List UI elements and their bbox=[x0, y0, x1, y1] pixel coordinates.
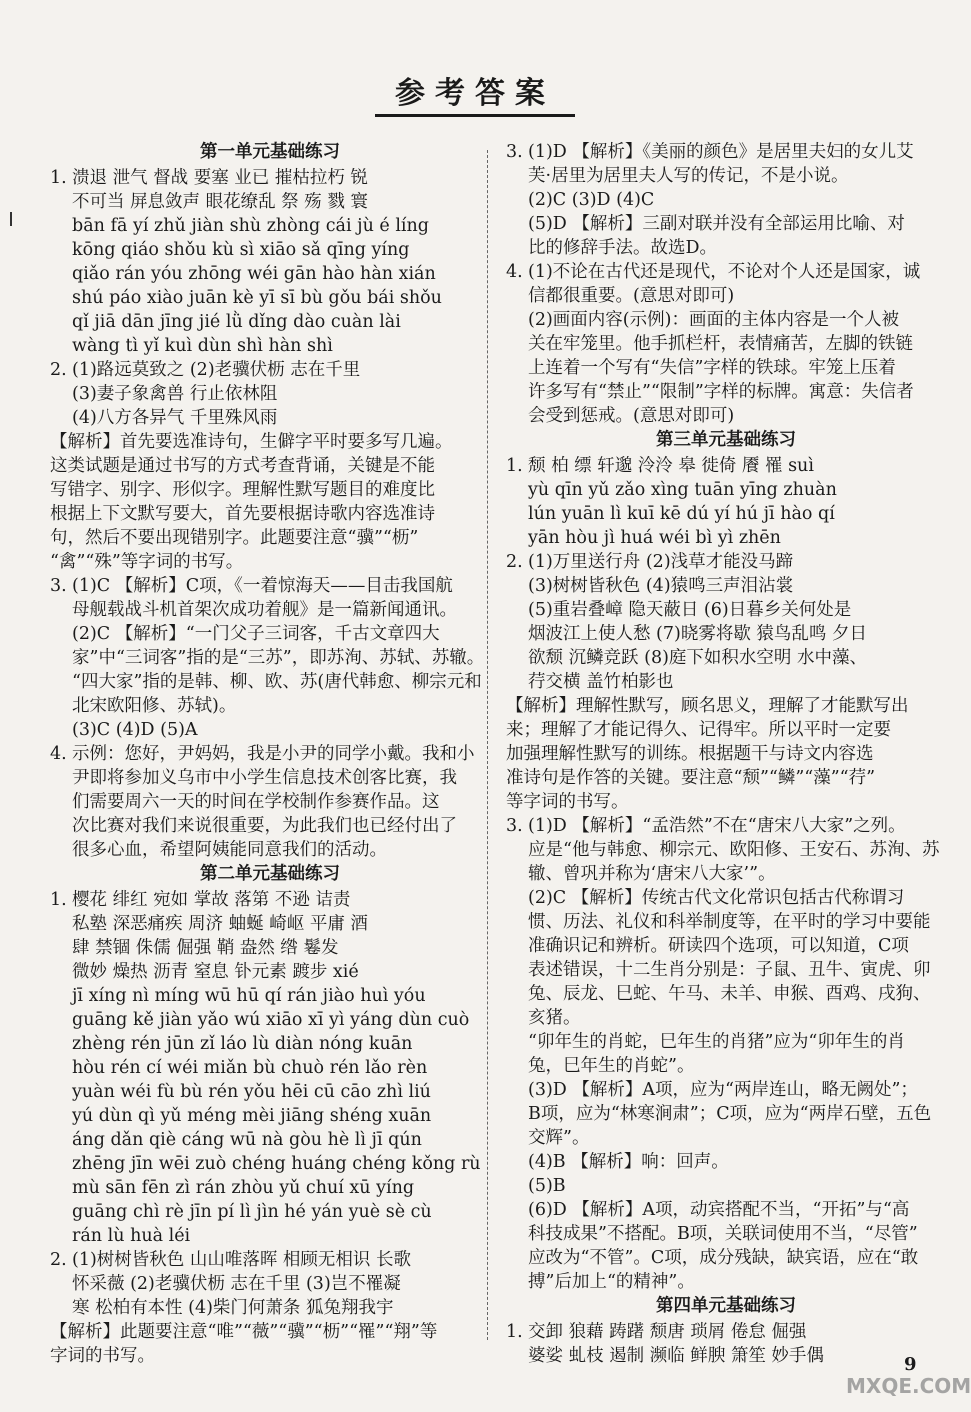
answer-line: (4)八方各异气 千里殊风雨 bbox=[72, 408, 278, 428]
answer-line: 搏”后加上“的精神”。 bbox=[528, 1272, 695, 1292]
answer-line: 应改为“不管”。C项，成分残缺，缺宾语，应在“敢 bbox=[528, 1248, 919, 1268]
answer-line: B项，应为“林寒涧肃”；C项，应为“两岸石壁，五色交辉”。 bbox=[528, 1104, 932, 1148]
answer-line: (1)D 【解析】“孟浩然”不在“唐宋八大家”之列。 bbox=[528, 816, 906, 836]
answer-line: lún yuān lì kuī kē dú yí hú jī hào qí bbox=[528, 504, 835, 524]
answer-line: (2)C 【解析】“一门父子三词客，千古文章四大 bbox=[72, 624, 440, 644]
item-number: 4. bbox=[506, 262, 523, 282]
margin-mark bbox=[10, 212, 12, 226]
item-number: 4. bbox=[50, 744, 67, 764]
answer-line: 北宋欧阳修、苏轼)。 bbox=[72, 696, 237, 716]
item-number: 2. bbox=[50, 360, 67, 380]
answer-line: (2)C (3)D (4)C bbox=[528, 190, 655, 210]
answer-line: áng dǎn qiè cáng wū nà gòu hè lì jī qún bbox=[72, 1130, 422, 1150]
answer-line: 肆 禁锢 侏儒 倔强 鞘 盎然 绺 鬈发 bbox=[72, 938, 339, 958]
answer-line: 烟波江上使人愁 (7)晓雾将歇 猿鸟乱鸣 夕日 bbox=[528, 624, 867, 644]
section-heading: 第一单元基础练习 bbox=[200, 142, 340, 162]
answer-line: yù qīn yǔ zǎo xìng tuān yīng zhuàn bbox=[528, 480, 837, 500]
watermark: MXQE.COM bbox=[846, 1374, 971, 1398]
analysis-line: 等字词的书写。 bbox=[506, 792, 629, 812]
analysis-line: 【解析】理解性默写，顾名思义，理解了才能默写出 bbox=[506, 696, 909, 716]
answer-line: (1)树树皆秋色 山山唯落晖 相顾无相识 长歌 bbox=[72, 1250, 411, 1270]
section-heading: 第四单元基础练习 bbox=[656, 1296, 796, 1316]
answer-line: 芙·居里为居里夫人写的传记，不是小说。 bbox=[528, 166, 849, 186]
answer-line: 樱花 绯红 宛如 掌故 落第 不逊 诘责 bbox=[72, 890, 351, 910]
answer-line: 们需要周六一天的时间在学校制作参赛作品。这 bbox=[72, 792, 440, 812]
answer-line: 比的修辞手法。故选D。 bbox=[528, 238, 718, 258]
analysis-line: 来；理解了才能记得久、记得牢。所以平时一定要 bbox=[506, 720, 891, 740]
item-number: 1. bbox=[50, 890, 67, 910]
answer-line: 家”中“三词客”指的是“三苏”，即苏洵、苏轼、苏辙。 bbox=[72, 648, 485, 668]
answer-line: 许多写有“禁止”“限制”字样的标牌。寓意：失信者 bbox=[528, 382, 914, 402]
answer-line: (3)妻子象禽兽 行止依林阻 bbox=[72, 384, 278, 404]
answer-line: (1)万里送行舟 (2)浅草才能没马蹄 bbox=[528, 552, 794, 572]
answer-line: (5)D 【解析】三副对联并没有全部运用比喻、对 bbox=[528, 214, 905, 234]
answer-item bbox=[50, 574, 490, 742]
answer-line: rán lù huà léi bbox=[72, 1226, 191, 1246]
analysis-line: 字词的书写。 bbox=[50, 1346, 155, 1366]
analysis-line: 根据上下文默写要大，首先要根据诗歌内容选准诗 bbox=[50, 504, 435, 524]
answer-line: “四大家”指的是韩、柳、欧、苏(唐代韩愈、柳宗元和 bbox=[72, 672, 482, 692]
answer-line: 表述错误，十二生肖分别是：子鼠、丑牛、寅虎、卯 bbox=[528, 960, 931, 980]
answer-line: guāng kě jiàn yǎo wú xiāo xī yì yáng dùn cuò bbox=[72, 1010, 470, 1030]
item-number: 1. bbox=[506, 1322, 523, 1342]
answer-line: 荇交横 盖竹柏影也 bbox=[528, 672, 674, 692]
analysis-line: 准诗句是作答的关键。要注意“颓”“鳞”“藻”“荇” bbox=[506, 768, 876, 788]
answer-line: 欲颓 沉鳞竞跃 (8)庭下如积水空明 水中藻、 bbox=[528, 648, 867, 668]
answer-line: hòu rén cí wéi miǎn bù chuò rén lǎo rèn bbox=[72, 1058, 428, 1078]
section-heading: 第三单元基础练习 bbox=[656, 430, 796, 450]
answer-line: (1)路远莫致之 (2)老骥伏枥 志在千里 bbox=[72, 360, 361, 380]
analysis-line: 加强理解性默写的训练。根据题干与诗文内容选 bbox=[506, 744, 874, 764]
answer-line: (3)C (4)D (5)A bbox=[72, 720, 198, 740]
answer-line: (1)D 【解析】《美丽的颜色》是居里夫妇的女儿艾 bbox=[528, 142, 914, 162]
answer-line: 婆娑 虬枝 遏制 濒临 鲜腴 箫笙 妙手偶 bbox=[528, 1346, 824, 1366]
answer-line: 很多心血，希望阿姨能同意我们的活动。 bbox=[72, 840, 387, 860]
answer-line: 微妙 燥热 沥青 窒息 钋元素 踱步 xié bbox=[72, 962, 359, 982]
answer-line: yān hòu jì huá wéi bì yì zhēn bbox=[528, 528, 781, 548]
item-number: 3. bbox=[506, 142, 523, 162]
answer-line: 信都很重要。(意思对即可) bbox=[528, 286, 735, 306]
answer-line: 准确识记和辨析。研读四个选项，可以知道，C项 bbox=[528, 936, 909, 956]
answer-line: shú páo xiào juān kè yī sī bù gǒu bái shǒu bbox=[72, 288, 442, 308]
answer-line: (1)C 【解析】C项，《一着惊海天——目击我国航 bbox=[72, 576, 453, 596]
answer-line: bān fā yí zhǔ jiàn shù zhòng cái jù é líng bbox=[72, 216, 429, 236]
answer-line: (5)B bbox=[528, 1176, 566, 1196]
answer-line: 寒 松柏有本性 (4)柴门何萧条 狐兔翔我宇 bbox=[72, 1298, 394, 1318]
answer-line: jī xíng nì míng wū hū qí rán jiào huì yóu bbox=[72, 986, 426, 1006]
answer-line: 科技成果”不搭配。B项，关联词使用不当，“尽管” bbox=[528, 1224, 918, 1244]
answer-line: 母舰载战斗机首架次成功着舰》是一篇新闻通讯。 bbox=[72, 600, 457, 620]
answer-item bbox=[506, 814, 946, 1294]
answer-line: (6)D 【解析】A项，动宾搭配不当，“开拓”与“高 bbox=[528, 1200, 910, 1220]
answer-line: 辙、曾巩并称为‘唐宋八大家’”。 bbox=[528, 864, 776, 884]
answer-line: (3)树树皆秋色 (4)猿鸣三声泪沾裳 bbox=[528, 576, 794, 596]
item-number: 3. bbox=[506, 816, 523, 836]
answer-line: mù sān fēn zì rán zhòu yǔ chuí xū yíng bbox=[72, 1178, 415, 1198]
column-divider bbox=[487, 150, 488, 1340]
answer-line: (4)B 【解析】响：回声。 bbox=[528, 1152, 729, 1172]
analysis-line: 句，然后不要出现错别字。此题要注意“骥”“枥” bbox=[50, 528, 419, 548]
answer-item bbox=[50, 358, 490, 430]
answer-item bbox=[506, 260, 946, 428]
answer-line: 怀采薇 (2)老骥伏枥 志在千里 (3)岂不罹凝 bbox=[72, 1274, 401, 1294]
answer-line: 次比赛对我们来说很重要，为此我们也已经付出了 bbox=[72, 816, 457, 836]
section-heading: 第二单元基础练习 bbox=[200, 864, 340, 884]
right-column bbox=[506, 140, 946, 1368]
answer-line: (2)C 【解析】传统古代文化常识包括古代称谓习 bbox=[528, 888, 905, 908]
answer-line: 会受到惩戒。(意思对即可) bbox=[528, 406, 735, 426]
answer-item bbox=[506, 454, 946, 550]
answer-item bbox=[506, 140, 946, 260]
left-column bbox=[50, 140, 490, 1368]
answer-item bbox=[50, 1248, 490, 1320]
item-number: 2. bbox=[506, 552, 523, 572]
item-number: 1. bbox=[506, 456, 523, 476]
answer-line: zhēng jīn wēi zuò chéng huáng chéng kǒng rù bbox=[72, 1154, 481, 1174]
analysis-line: 【解析】此题要注意“唯”“薇”“骥”“枥”“罹”“翔”等 bbox=[50, 1322, 438, 1342]
answer-line: (2)画面内容(示例)：画面的主体内容是一个人被 bbox=[528, 310, 899, 330]
answer-line: 尹即将参加义乌市中小学生信息技术创客比赛，我 bbox=[72, 768, 457, 788]
answer-line: yú dùn qì yǔ méng mèi jiāng shéng xuān bbox=[72, 1106, 432, 1126]
answer-item bbox=[50, 888, 490, 1248]
title-underline bbox=[375, 114, 575, 117]
answer-line: (5)重岩叠嶂 隐天蔽日 (6)日暮乡关何处是 bbox=[528, 600, 852, 620]
answer-line: 关在牢笼里。他手抓栏杆，表情痛苦，左脚的铁链 bbox=[528, 334, 913, 354]
answer-item bbox=[506, 550, 946, 694]
answer-line: 私塾 深恶痛疾 周济 蚰蜒 崎岖 平庸 酒 bbox=[72, 914, 368, 934]
answer-item bbox=[506, 1320, 946, 1368]
analysis-line: 写错字、别字、形似字。理解性默写题目的难度比 bbox=[50, 480, 435, 500]
answer-line: (1)不论在古代还是现代，不论对个人还是国家，诚 bbox=[528, 262, 921, 282]
item-number: 2. bbox=[50, 1250, 67, 1270]
answer-line: kōng qiáo shǒu kù sì xiāo sǎ qīng yíng bbox=[72, 240, 410, 260]
answer-line: 溃退 泄气 督战 要塞 业已 摧枯拉朽 锐 bbox=[72, 168, 368, 188]
analysis-line: “禽”“殊”等字词的书写。 bbox=[50, 552, 244, 572]
answer-line: 兔、辰龙、巳蛇、午马、未羊、申猴、酉鸡、戌狗、亥猪。 bbox=[528, 984, 931, 1028]
item-number: 3. bbox=[50, 576, 67, 596]
answer-line: wàng tì yǐ kuì dùn shì hàn shì bbox=[72, 336, 333, 356]
answer-line: “卯年生的肖蛇，巳年生的肖猪”应为“卯年生的肖 bbox=[528, 1032, 905, 1052]
answer-line: 惯、历法、礼仪和科举制度等，在平时的学习中要能 bbox=[528, 912, 931, 932]
answer-line: zhèng rén jūn zǐ láo lù diàn nóng kuān bbox=[72, 1034, 413, 1054]
answer-item bbox=[50, 166, 490, 358]
answer-line: 不可当 屏息敛声 眼花缭乱 祭 殇 戮 寰 bbox=[72, 192, 368, 212]
answer-line: qiǎo rán yóu zhōng wéi gān hào hàn xián bbox=[72, 264, 436, 284]
page-title: 参考答案 bbox=[395, 76, 555, 111]
answer-line: (3)D 【解析】A项，应为“两岸连山，略无阙处”； bbox=[528, 1080, 918, 1100]
analysis-line: 【解析】首先要选准诗句，生僻字平时要多写几遍。 bbox=[50, 432, 453, 452]
answer-line: 示例：您好，尹妈妈，我是小尹的同学小戴。我和小 bbox=[72, 744, 475, 764]
answer-line: 交卸 狼藉 踌躇 颓唐 琐屑 倦怠 倔强 bbox=[528, 1322, 807, 1342]
answer-line: 上连着一个写有“失信”字样的铁球。牢笼上压着 bbox=[528, 358, 896, 378]
page-number: 9 bbox=[904, 1354, 917, 1375]
answer-line: 应是“他与韩愈、柳宗元、欧阳修、王安石、苏洵、苏 bbox=[528, 840, 940, 860]
answer-line: 颓 柏 缥 轩邈 泠泠 皋 徙倚 餍 罹 suì bbox=[528, 456, 814, 476]
answer-line: 兔，巳年生的肖蛇”。 bbox=[528, 1056, 695, 1076]
item-number: 1. bbox=[50, 168, 67, 188]
answer-line: qǐ jiā dān jīng jié lǜ dǐng dào cuàn lài bbox=[72, 312, 401, 332]
answer-line: yuàn wéi fù bù rén yǒu hēi cū cāo zhì liú bbox=[72, 1082, 431, 1102]
answer-item bbox=[50, 742, 490, 862]
analysis-line: 这类试题是通过书写的方式考查背诵，关键是不能 bbox=[50, 456, 435, 476]
answer-line: guāng chì rè jīn pí lì jìn hé yán yuè sè cù bbox=[72, 1202, 432, 1222]
